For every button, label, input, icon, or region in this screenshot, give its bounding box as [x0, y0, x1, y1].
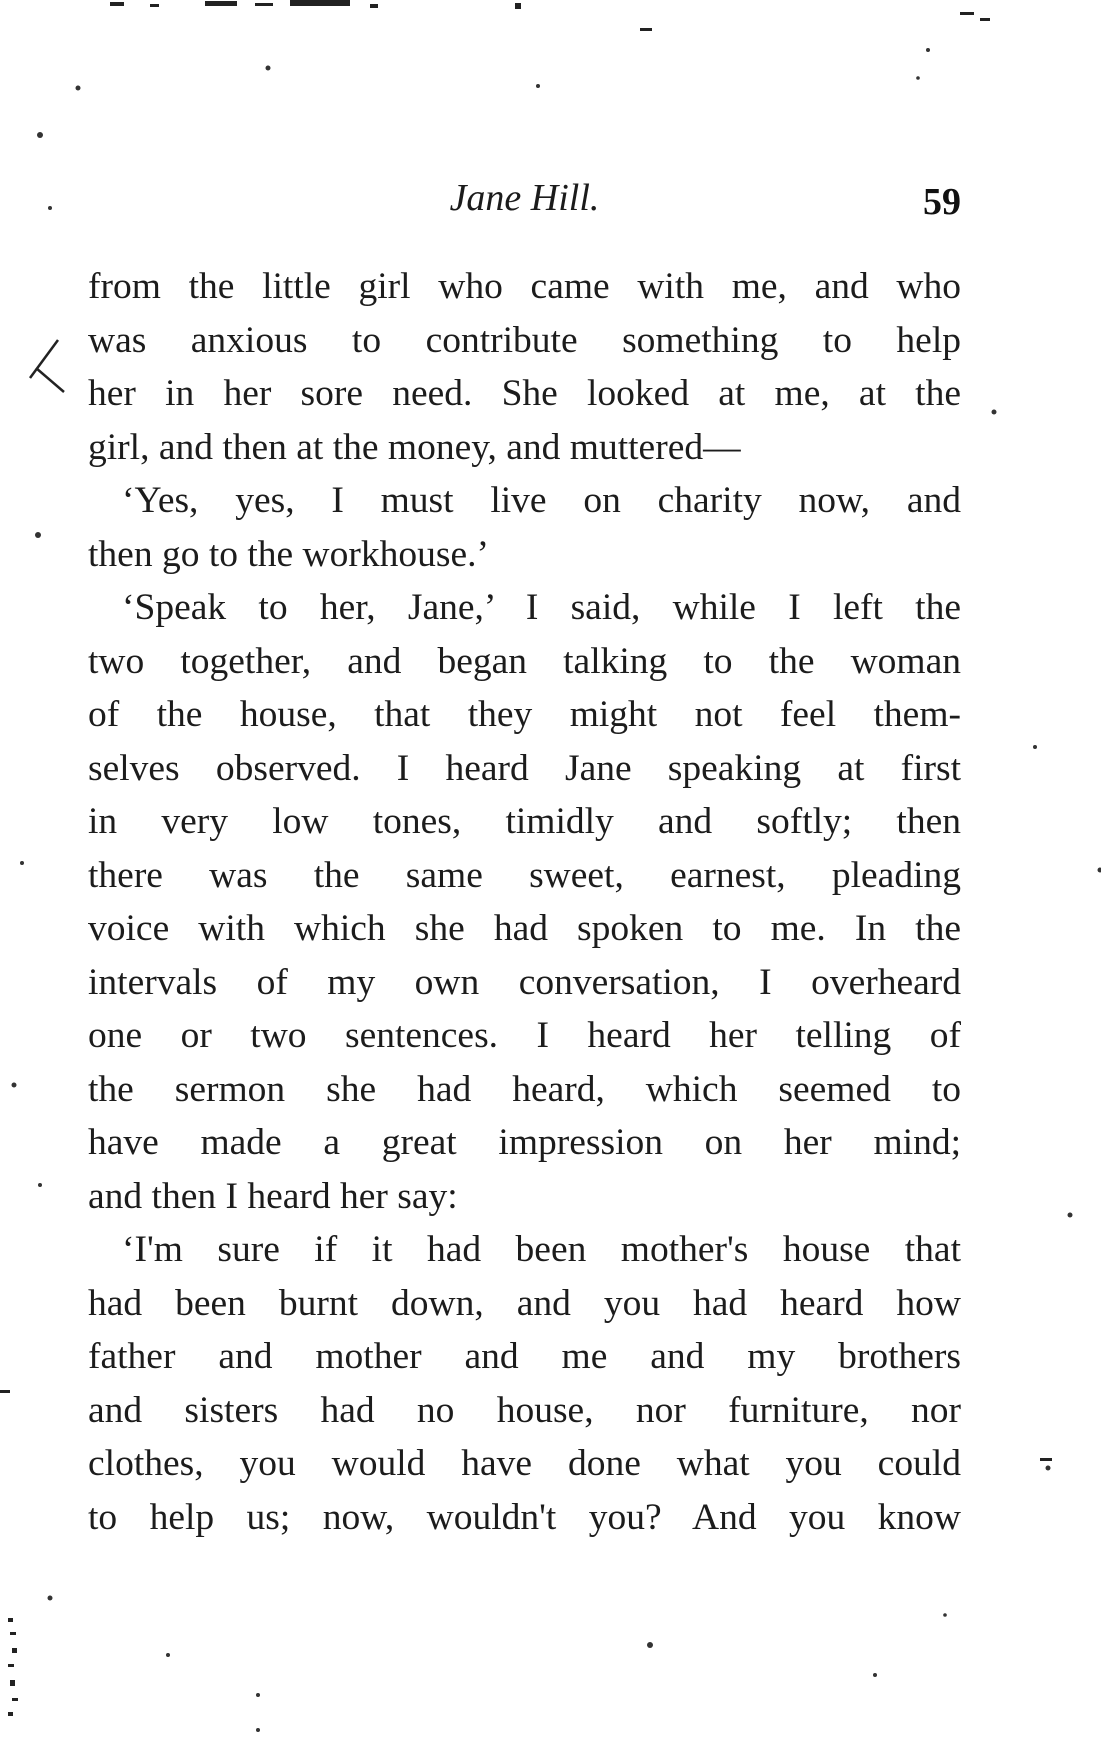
- text-line: clothes, you would have done what you could: [88, 1443, 961, 1484]
- page-number: 59: [923, 181, 961, 223]
- text-line: ‘Yes, yes, I must live on charity now, and: [122, 480, 961, 521]
- text-line: to help us; now, wouldn't you? And you know: [88, 1496, 961, 1538]
- text-line: had been burnt down, and you had heard how: [88, 1282, 961, 1324]
- text-line: the sermon she had heard, which seemed to: [88, 1068, 961, 1110]
- body-text: [88, 260, 961, 1544]
- text-line: one or two sentences. I heard her telling of: [88, 1015, 961, 1056]
- text-line: and then I heard her say:: [88, 1175, 458, 1217]
- text-line: and sisters had no house, nor furniture, nor: [88, 1389, 961, 1431]
- text-line: ‘Speak to her, Jane,’ I said, while I left the: [122, 587, 961, 628]
- text-line: from the little girl who came with me, and who: [88, 266, 961, 307]
- text-line: there was the same sweet, earnest, pleading: [88, 854, 961, 896]
- text-line: have made a great impression on her mind;: [88, 1122, 961, 1163]
- text-line: selves observed. I heard Jane speaking at first: [88, 747, 961, 789]
- text-line: ‘I'm sure if it had been mother's house that: [122, 1229, 961, 1270]
- text-line: in very low tones, timidly and softly; then: [88, 801, 961, 842]
- text-line: her in her sore need. She looked at me, at the: [88, 373, 961, 414]
- running-head: [88, 176, 961, 236]
- running-title: Jane Hill.: [449, 177, 600, 219]
- text-line: girl, and then at the money, and muttered—: [88, 426, 741, 468]
- text-line: of the house, that they might not feel them-: [88, 694, 961, 735]
- text-line: then go to the workhouse.’: [88, 533, 489, 575]
- text-line: voice with which she had spoken to me. In the: [88, 908, 961, 949]
- text-line: intervals of my own conversation, I overheard: [88, 961, 961, 1003]
- text-line: two together, and began talking to the woman: [88, 640, 961, 682]
- top-edge-noise: [110, 0, 990, 31]
- text-line: father and mother and me and my brothers: [88, 1336, 961, 1377]
- margin-pencil-mark: [30, 340, 64, 392]
- text-line: was anxious to contribute something to help: [88, 319, 961, 361]
